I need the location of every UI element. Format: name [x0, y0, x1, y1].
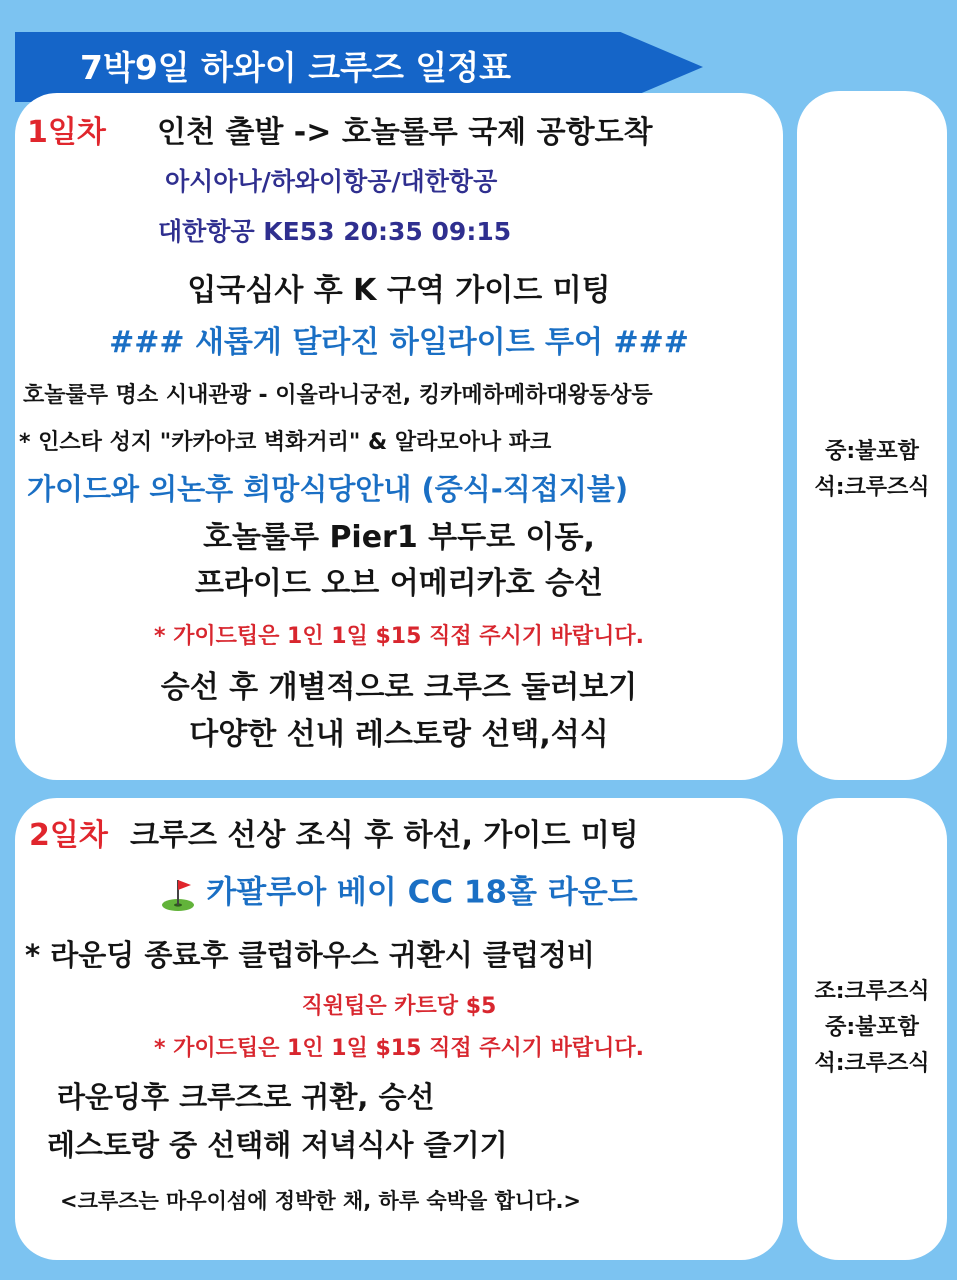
day1-meals-card — [797, 91, 947, 780]
day2-staff-tip: 직원팁은 카트당 $5 — [301, 994, 497, 1019]
day1-meal-lunch: 중:불포함 — [825, 439, 919, 464]
page-title: 7박9일 하와이 크루즈 일정표 — [80, 48, 512, 87]
day1-sightseeing: 호놀룰루 명소 시내관광 - 이올라니궁전, 킹카메하메하대왕동상등 — [23, 383, 653, 408]
golf-flag-icon — [160, 876, 196, 912]
day1-pier: 호놀룰루 Pier1 부두로 이동, — [203, 520, 595, 555]
day1-insta: * 인스타 성지 "카카아코 벽화거리" & 알라모아나 파크 — [19, 430, 552, 455]
day2-guide-tip: * 가이드팁은 1인 1일 $15 직접 주시기 바랍니다. — [153, 1036, 645, 1061]
day1-schedule-card — [15, 93, 783, 780]
day2-label: 2일차 — [29, 818, 108, 853]
day2-golf-round: 카팔루아 베이 CC 18홀 라운드 — [206, 874, 638, 911]
day1-flight: 대한항공 KE53 20:35 09:15 — [158, 217, 512, 246]
day2-note: <크루즈는 마우이섬에 정박한 채, 하루 숙박을 합니다.> — [60, 1189, 582, 1213]
day1-airlines: 아시아나/하와이항공/대한항공 — [165, 167, 498, 196]
day2-meal-dinner: 석:크루즈식 — [814, 1051, 930, 1076]
day2-meal-breakfast: 조:크루즈식 — [814, 979, 930, 1004]
day1-cruise-tour: 승선 후 개별적으로 크루즈 둘러보기 — [160, 670, 638, 705]
day1-meal-dinner: 석:크루즈식 — [814, 475, 930, 500]
day1-route: 인천 출발 -> 호놀롤루 국제 공항도착 — [157, 115, 653, 150]
day1-dinner: 다양한 선내 레스토랑 선택,석식 — [189, 717, 609, 752]
day2-plan: 크루즈 선상 조식 후 하선, 가이드 미팅 — [130, 818, 639, 853]
day2-club-maintenance: * 라운딩 종료후 클럽하우스 귀환시 클럽정비 — [25, 938, 595, 972]
day2-return: 라운딩후 크루즈로 귀환, 승선 — [57, 1080, 435, 1114]
day2-golf-line — [15, 876, 783, 912]
day1-label: 1일차 — [27, 115, 106, 150]
day2-meals-card — [797, 798, 947, 1260]
day1-highlight: ### 새롭게 달라진 하일라이트 투어 ### — [109, 325, 689, 360]
day1-ship: 프라이드 오브 어메리카호 승선 — [194, 566, 604, 601]
day2-schedule-card — [15, 798, 783, 1260]
day1-lunch: 가이드와 의논후 희망식당안내 (중식-직접지불) — [27, 472, 629, 506]
day2-meal-lunch: 중:불포함 — [825, 1015, 919, 1040]
day2-dinner: 레스토랑 중 선택해 저녁식사 즐기기 — [47, 1128, 508, 1162]
day1-guide-tip: * 가이드팁은 1인 1일 $15 직접 주시기 바랍니다. — [153, 624, 645, 649]
day1-immigration: 입국심사 후 K 구역 가이드 미팅 — [187, 273, 611, 308]
